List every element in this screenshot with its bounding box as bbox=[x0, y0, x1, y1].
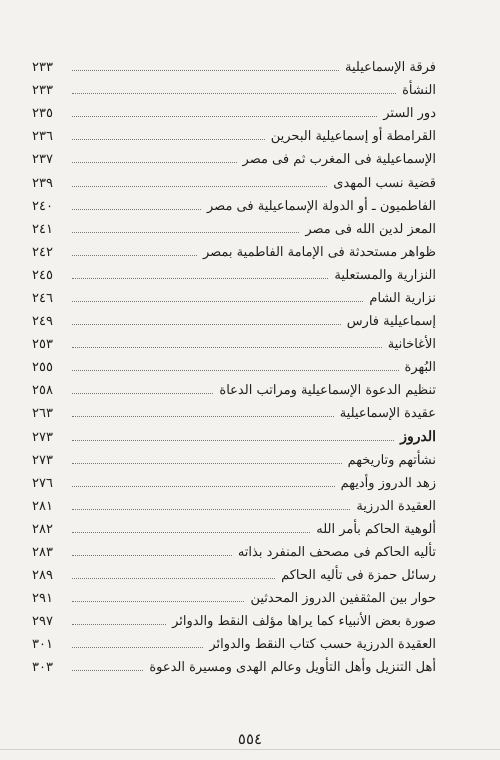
toc-entry-page: ٣٠٣ bbox=[32, 660, 53, 676]
toc-entry-title: زهد الدروز وأديهم bbox=[340, 475, 436, 491]
toc-entry bbox=[32, 218, 436, 241]
toc-entry bbox=[32, 495, 436, 518]
toc-entry-title: قضية نسب المهدى bbox=[333, 175, 436, 191]
toc-entry bbox=[32, 656, 436, 679]
dot-leader bbox=[72, 647, 203, 648]
toc-entry-title: القرامطة أو إسماعيلية البحرين bbox=[270, 129, 436, 145]
dot-leader bbox=[72, 186, 327, 187]
toc-entry-page: ٢٤٥ bbox=[32, 267, 53, 283]
toc-entry-page: ٢٥٨ bbox=[32, 383, 53, 399]
toc-entry bbox=[32, 310, 436, 333]
toc-entry-title: الأغاخانية bbox=[387, 337, 436, 353]
dot-leader bbox=[72, 162, 237, 163]
toc-entry-title: حوار بين المثقفين الدروز المحدثين bbox=[250, 591, 436, 607]
toc-entry-title: صورة بعض الأنبياء كما يراها مؤلف النقط والدوائر bbox=[172, 614, 436, 630]
toc-entry-page: ٢٩١ bbox=[32, 591, 53, 607]
dot-leader bbox=[72, 486, 335, 487]
toc-entry-page: ٢٥٣ bbox=[32, 337, 53, 353]
dot-leader bbox=[72, 209, 201, 210]
toc-entry-title: دور الستر bbox=[383, 106, 436, 122]
toc-entry bbox=[32, 148, 436, 171]
dot-leader bbox=[72, 440, 394, 441]
dot-leader bbox=[72, 416, 334, 417]
toc-entry-page: ٢٣٣ bbox=[32, 60, 53, 76]
toc-entry bbox=[32, 195, 436, 218]
toc-entry bbox=[32, 241, 436, 264]
dot-leader bbox=[72, 232, 299, 233]
toc-entry-page: ٢٨٢ bbox=[32, 521, 53, 537]
toc-entry-title: النزارية والمستعلية bbox=[334, 267, 436, 283]
toc-entry bbox=[32, 379, 436, 402]
toc-entry-title: رسائل حمزة فى تأليه الحاكم bbox=[281, 568, 436, 584]
toc-entry bbox=[32, 56, 436, 79]
toc-entry-page: ٢٤٦ bbox=[32, 290, 53, 306]
toc-entry-title: أهل التنزيل وأهل التأويل وعالم الهدى ومسيرة الدعوة bbox=[149, 660, 436, 676]
toc-entry-title: تنظيم الدعوة الإسماعيلية ومراتب الدعاة bbox=[219, 383, 436, 399]
toc-entry-page: ٢٤٠ bbox=[32, 198, 53, 214]
toc-entry-title: ظواهر مستحدثة فى الإمامة الفاطمية بمصر bbox=[202, 244, 436, 260]
toc-entry-page: ٢٥٥ bbox=[32, 360, 53, 376]
toc-entry bbox=[32, 287, 436, 310]
dot-leader bbox=[72, 555, 232, 556]
toc-entry-page: ٢٣٥ bbox=[32, 106, 53, 122]
toc-entry bbox=[32, 102, 436, 125]
dot-leader bbox=[72, 393, 213, 394]
toc-entry-page: ٢٣٩ bbox=[32, 175, 53, 191]
toc-section-heading bbox=[32, 426, 436, 449]
toc-entry-page: ٣٠١ bbox=[32, 637, 53, 653]
bottom-rule bbox=[0, 749, 500, 750]
dot-leader bbox=[72, 370, 399, 371]
table-of-contents bbox=[32, 56, 436, 680]
toc-entry bbox=[32, 518, 436, 541]
page-number: ٥٥٤ bbox=[237, 730, 263, 748]
toc-entry-title: نشأتهم وتاريخهم bbox=[347, 452, 436, 468]
toc-entry-title: عقيدة الإسماعيلية bbox=[339, 406, 436, 422]
toc-entry-title: العقيدة الدرزية حسب كتاب النقط والدوائر bbox=[209, 637, 436, 653]
toc-entry bbox=[32, 633, 436, 656]
toc-entry bbox=[32, 356, 436, 379]
toc-entry-page: ٢٨٣ bbox=[32, 545, 53, 561]
toc-entry-title: الفاطميون ـ أو الدولة الإسماعيلية فى مصر bbox=[207, 198, 436, 214]
toc-entry-page: ٢٣٧ bbox=[32, 152, 53, 168]
toc-entry bbox=[32, 333, 436, 356]
dot-leader bbox=[72, 278, 328, 279]
dot-leader bbox=[72, 139, 265, 140]
toc-entry bbox=[32, 125, 436, 148]
toc-entry bbox=[32, 610, 436, 633]
dot-leader bbox=[72, 93, 396, 94]
dot-leader bbox=[72, 509, 350, 510]
toc-entry bbox=[32, 264, 436, 287]
dot-leader bbox=[72, 624, 166, 625]
toc-entry-title: إسماعيلية فارس bbox=[346, 314, 436, 330]
dot-leader bbox=[72, 670, 143, 671]
dot-leader bbox=[72, 301, 363, 302]
toc-entry-page: ٢٧٣ bbox=[32, 452, 53, 468]
toc-entry bbox=[32, 79, 436, 102]
toc-entry-page: ٢٣٦ bbox=[32, 129, 53, 145]
dot-leader bbox=[72, 463, 342, 464]
toc-entry-title: نزارية الشام bbox=[369, 290, 436, 306]
dot-leader bbox=[72, 324, 341, 325]
toc-entry-page: ٢٨١ bbox=[32, 498, 53, 514]
toc-entry bbox=[32, 564, 436, 587]
toc-entry bbox=[32, 587, 436, 610]
toc-entry-page: ٢٤٩ bbox=[32, 314, 53, 330]
dot-leader bbox=[72, 347, 382, 348]
toc-entry-title: العقيدة الدرزية bbox=[356, 498, 436, 514]
toc-entry bbox=[32, 541, 436, 564]
toc-entry bbox=[32, 449, 436, 472]
toc-entry bbox=[32, 402, 436, 425]
toc-entry bbox=[32, 171, 436, 194]
toc-entry-title: البُهرة bbox=[404, 360, 436, 376]
dot-leader bbox=[72, 70, 339, 71]
dot-leader bbox=[72, 578, 275, 579]
toc-entry-title: تأليه الحاكم فى مصحف المنفرد بذاته bbox=[237, 545, 436, 561]
toc-entry-title: الدروز bbox=[400, 428, 436, 445]
toc-entry bbox=[32, 472, 436, 495]
toc-entry-page: ٢٧٣ bbox=[32, 429, 53, 445]
toc-entry-page: ٢٧٦ bbox=[32, 475, 53, 491]
dot-leader bbox=[72, 532, 310, 533]
toc-entry-page: ٢٨٩ bbox=[32, 568, 53, 584]
toc-entry-title: ألوهية الحاكم بأمر الله bbox=[316, 521, 436, 537]
dot-leader bbox=[72, 116, 377, 117]
toc-entry-page: ٢٦٣ bbox=[32, 406, 53, 422]
toc-entry-title: النشأة bbox=[402, 83, 436, 99]
toc-entry-title: فرقة الإسماعيلية bbox=[345, 60, 436, 76]
toc-entry-title: المعز لدين الله فى مصر bbox=[305, 221, 436, 237]
dot-leader bbox=[72, 255, 197, 256]
toc-entry-page: ٢٩٧ bbox=[32, 614, 53, 630]
dot-leader bbox=[72, 601, 244, 602]
toc-entry-page: ٢٣٣ bbox=[32, 83, 53, 99]
toc-entry-page: ٢٤١ bbox=[32, 221, 53, 237]
toc-entry-page: ٢٤٢ bbox=[32, 244, 53, 260]
toc-entry-title: الإسماعيلية فى المغرب ثم فى مصر bbox=[242, 152, 436, 168]
